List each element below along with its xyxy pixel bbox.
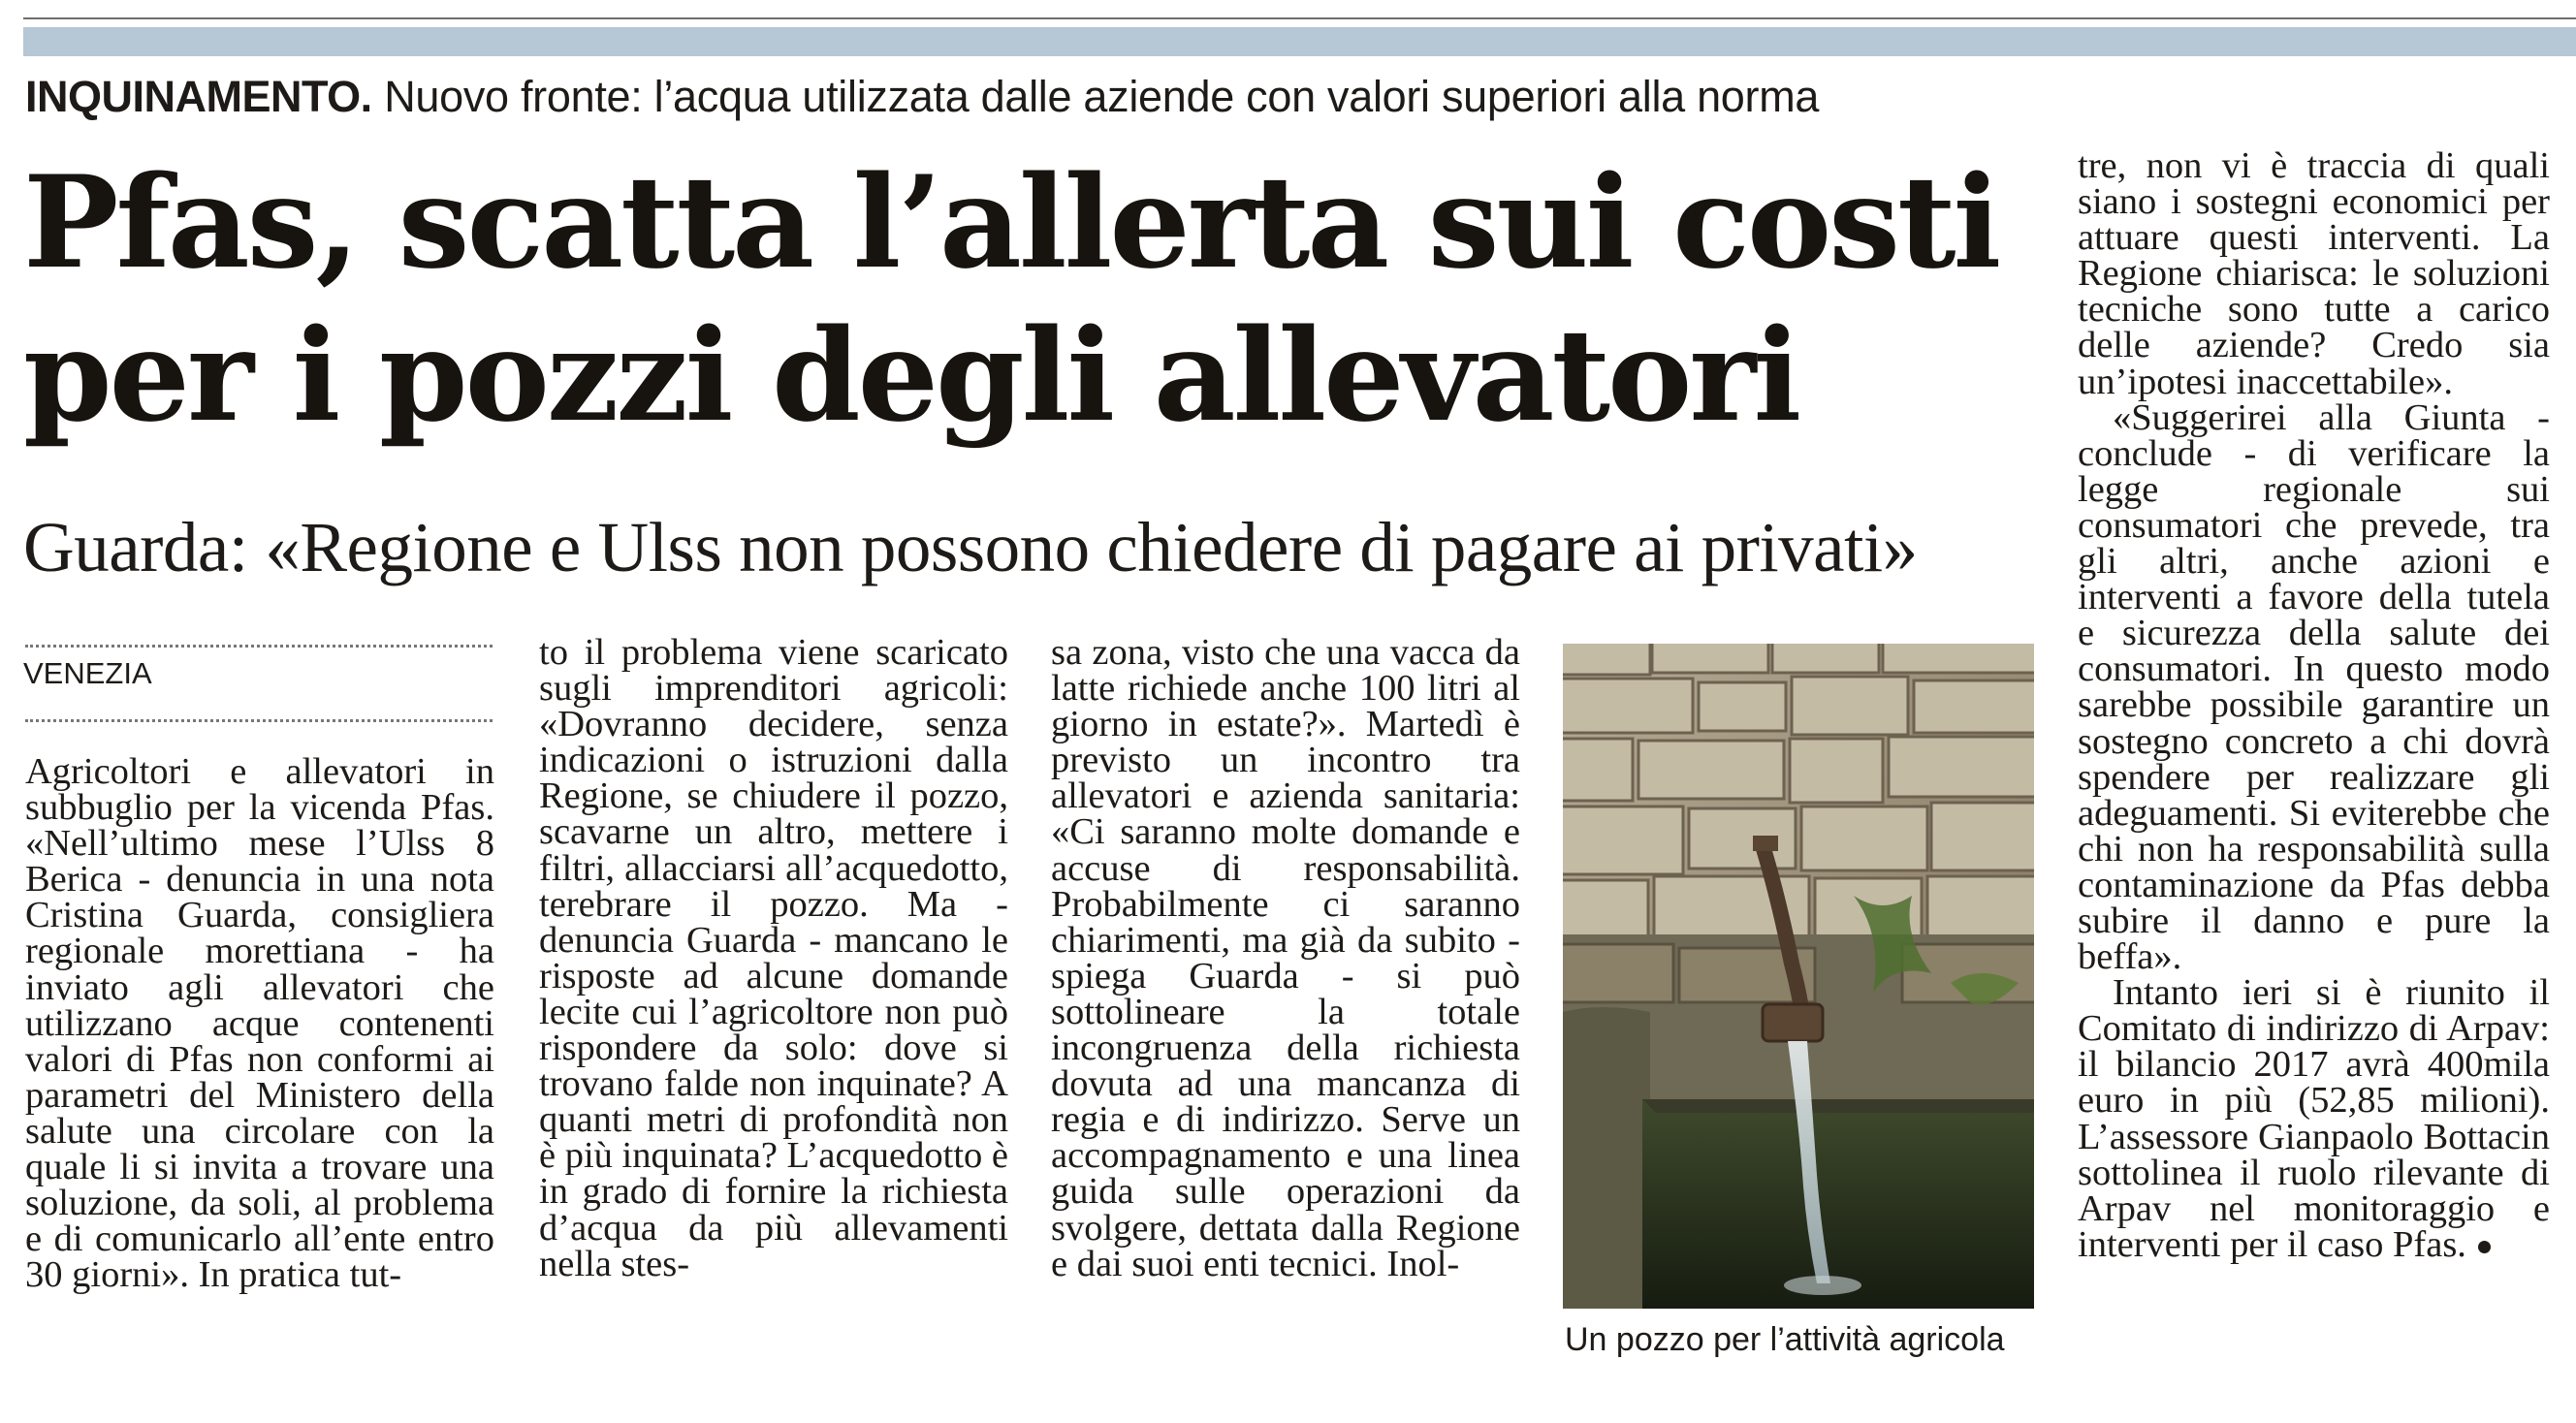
article-column-4 <box>2078 145 2550 1420</box>
last-paragraph <box>2078 972 2550 1265</box>
headline-line-2: per i pozzi degli allevatori <box>23 300 1799 450</box>
paragraph: to il problema viene scaricato sugli imprenditori agricoli: «Dovranno decidere, senza indicazioni o istruzioni dalla Regione, se chiudere il pozzo, scavarne un altro, mettere i filtri, allacciarsi all’acquedotto, terebrare il pozzo. Ma - denuncia Guarda - mancano le risposte ad alcune domande lecite cui l’agricoltore non può rispondere da solo: dove si trovano falde non inquinate? A quanti metri di profondità non è più inquinata? L’acquedotto è in grado di fornire la richiesta d’acqua da più allevamenti nella stes- <box>539 632 1008 1284</box>
dateline-rule-top <box>25 645 493 648</box>
article-column-2 <box>539 632 1008 1420</box>
paragraph-text: Intanto ieri si è riunito il Comitato di indirizzo di Arpav: il bilancio 2017 avrà 400mila euro in più (52,85 milioni). L’assessore Gianpaolo Bottacin sottolinea il ruolo rilevante di Arpav nel monitoraggio e interventi per il caso Pfas. <box>2078 972 2550 1265</box>
photo-caption: Un pozzo per l’attività agricola <box>1565 1321 2005 1358</box>
article-column-1 <box>25 751 494 1423</box>
paragraph: sa zona, visto che una vacca da latte richiede anche 100 litri al giorno in estate?». Martedì è previsto un incontro tra allevatori e azienda sanitaria: «Ci saranno molte domande e accuse di responsabilità. Probabilmente ci saranno chiarimenti, ma già da subito - spiega Guarda - si può sottolineare la totale incongruenza della richiesta dovuta ad una mancanza di regia e di indirizzo. Serve un accompagnamento e una linea guida sulle operazioni da svolgere, dettata dalla Regione e dai suoi enti tecnici. Inol- <box>1051 632 1520 1284</box>
headline-line-1: Pfas, scatta l’allerta sui costi <box>23 147 1999 297</box>
deck-subtitle: Guarda: «Regione e Ulss non possono chiedere di pagare ai privati» <box>23 508 1918 586</box>
top-rule <box>23 17 2576 19</box>
dateline-rule-bottom <box>25 719 493 722</box>
article-column-3 <box>1051 632 1520 1420</box>
kicker <box>25 68 2081 126</box>
section-color-band <box>23 27 2576 56</box>
paragraph: tre, non vi è traccia di quali siano i sostegni economici per attuare questi interventi. La Regione chiarisca: le soluzioni tecniche sono tutte a carico delle aziende? Credo sia un’ipotesi inaccettabile». <box>2078 145 2550 402</box>
headline <box>23 145 2059 475</box>
dateline: VENEZIA <box>23 656 152 690</box>
paragraph: «Suggerirei alla Giunta - conclude - di verificare la legge regionale sui consumatori che prevede, tra gli altri, anche azioni e interventi a favore della tutela e sicurezza della salute dei consumatori. In questo modo sarebbe possibile garantire un sostegno concreto a chi dovrà spendere per realizzare gli adeguamenti. Si eviterebbe che chi non ha responsabilità sulla contaminazione da Pfas debba subire il danno e pure la beffa». <box>2078 396 2550 978</box>
kicker-text: Nuovo fronte: l’acqua utilizzata dalle aziende con valori superiori alla norma <box>384 72 1820 121</box>
paragraph: Agricoltori e allevatori in subbuglio per la vicenda Pfas. «Nell’ultimo mese l’Ulss 8 Berica - denuncia in una nota Cristina Guarda, consigliera regionale morettiana - ha inviato agli allevatori che utilizzano acque contenenti valori di Pfas non conformi ai parametri del Ministero della salute una circolare con la quale li si invita a trovare una soluzione, da soli, al problema e di comunicarlo all’ente entro 30 giorni». In pratica tut- <box>25 751 494 1296</box>
end-of-article-bullet <box>2478 1241 2491 1253</box>
kicker-label: INQUINAMENTO. <box>25 72 372 121</box>
well-photo-illustration <box>1563 644 2034 1309</box>
well-photo <box>1563 644 2034 1309</box>
